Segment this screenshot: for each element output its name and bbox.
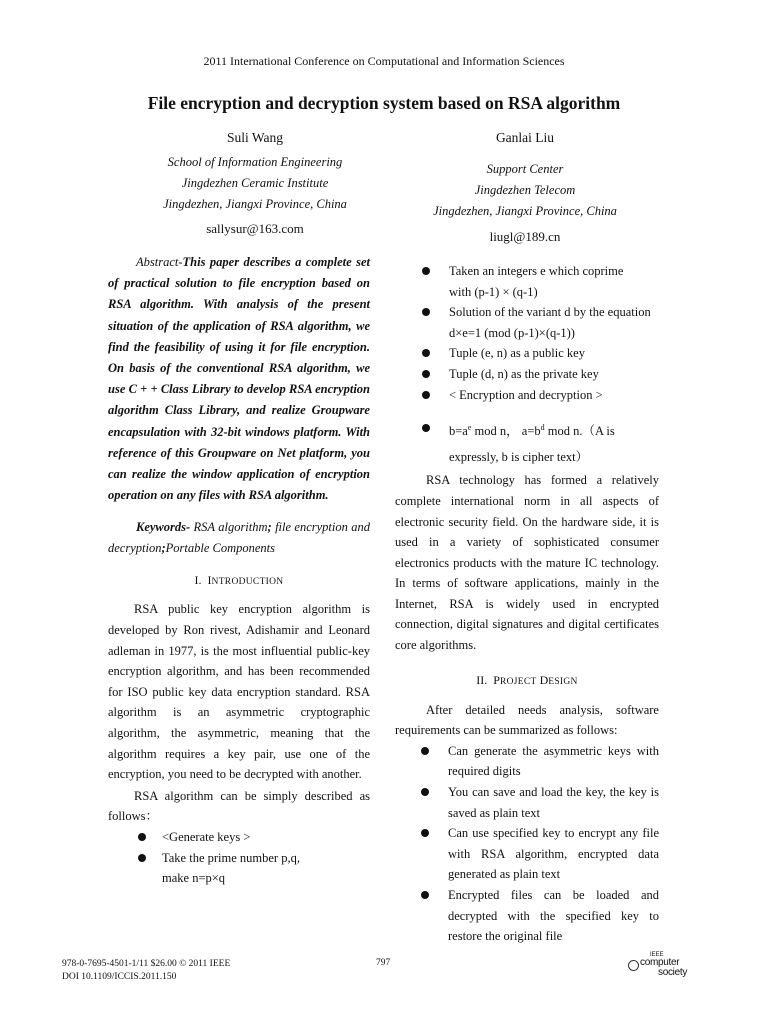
- formula-part: mod n.（A is expressly, b is cipher text）: [449, 424, 615, 465]
- list-item-text: Tuple (e, n) as a public key: [449, 346, 585, 361]
- list-item-text: Can generate the asymmetric keys with required digits: [448, 743, 659, 779]
- abstract: [108, 252, 370, 506]
- formula-part: b=a: [449, 424, 468, 439]
- list-item: [395, 823, 659, 885]
- formula-exponent: e: [467, 423, 472, 433]
- globe-icon: [628, 960, 639, 971]
- list-item: [395, 741, 659, 782]
- section-heading-introduction: [108, 573, 370, 588]
- bullet-list: [395, 261, 659, 470]
- section-numeral: II.: [476, 672, 488, 687]
- list-item: [395, 364, 659, 385]
- conference-name: 2011 International Conference on Computational and Information Sciences: [203, 54, 565, 68]
- author-affiliation-line: Jingdezhen, Jiangxi Province, China: [163, 197, 347, 211]
- list-item-text: Take the prime number p,q, make n=p×q: [162, 850, 300, 886]
- paper-title: File encryption and decryption system based on RSA algorithm: [147, 93, 621, 113]
- bullet-icon: [421, 891, 429, 899]
- left-column: [108, 252, 370, 889]
- list-item-text: < Encryption and decryption >: [449, 387, 603, 402]
- section-heading-project-design: [395, 673, 659, 688]
- list-item: [395, 261, 659, 302]
- list-item: [395, 343, 659, 364]
- list-item: [108, 848, 370, 889]
- keyword: RSA algorithm: [193, 520, 268, 535]
- formula-exponent: d: [540, 423, 545, 433]
- author-affiliation-line: Jingdezhen Ceramic Institute: [181, 176, 329, 190]
- list-item: [395, 411, 659, 470]
- rsa-paragraph: RSA technology has formed a relatively complete international norm in all aspects of electronic security field. On the hardware side, it is used in a variety of sophisticated consumer electronics products with the mature IC technology. In terms of software applications, mainly in the Internet, RSA is widely used in encrypted connection, digital signatures and digital certificates core algorithms.: [395, 473, 659, 653]
- abstract-text: This paper describes a complete set of practical solution to file encryption based on RSA algorithm. With analysis of the present situation of the application of RSA algorithm, we find the feasibility of using it for file encryption. On basis of the conventional RSA algorithm, we use C + + Class Library to develop RSA encryption algorithm Class Library, and realize Groupware encapsulation with 32-bit windows platform. With reference of this Groupware on Net platform, you can realize the window application of encryption operation on any files with RSA algorithm.: [108, 255, 370, 503]
- list-item-text: <Generate keys >: [162, 829, 251, 844]
- section-title-rest: ROJECT: [499, 676, 537, 687]
- right-column: [395, 261, 659, 947]
- keyword: Portable Components: [165, 540, 276, 555]
- bullet-icon: [421, 829, 429, 837]
- footer-doi: DOI 10.1109/ICCIS.2011.150: [62, 972, 177, 982]
- bullet-icon: [138, 833, 146, 841]
- list-item-text: Taken an integers e which coprime with (p-1) × (q-1): [449, 264, 624, 299]
- bullet-icon: [421, 788, 429, 796]
- list-item: [395, 782, 659, 823]
- bullet-icon: [422, 308, 430, 316]
- bullet-icon: [421, 747, 429, 755]
- list-item: [395, 385, 659, 406]
- section-title-initial: D: [539, 672, 549, 687]
- author-affiliation-line: Jingdezhen Telecom: [474, 183, 576, 197]
- requirements-list: [395, 741, 659, 947]
- author-block-1: [110, 127, 400, 239]
- section-title-rest: ESIGN: [548, 676, 578, 687]
- section-title-initial: I: [207, 573, 212, 588]
- author-name: Suli Wang: [226, 130, 284, 145]
- list-item-text: Encrypted files can be loaded and decrypted with the specified key to restore the original file: [448, 888, 659, 944]
- intro-paragraph: RSA algorithm can be simply described as follows：: [108, 788, 370, 824]
- author-block-2: [402, 127, 648, 247]
- intro-paragraph: RSA public key encryption algorithm is developed by Ron rivest, Adishamir and Leonard adleman in 1977, is the most influential public-key encryption algorithm, and has been recommended for ISO public key data encryption standard. RSA algorithm is an asymmetric cryptographic algorithm, the asymmetric, meaning that the algorithm requires a key pair, use one of the encryption, you need to be decrypted with another.: [108, 602, 370, 782]
- section-title-initial: P: [493, 672, 500, 687]
- requirements-intro: After detailed needs analysis, software requirements can be summarized as follows:: [395, 702, 659, 738]
- list-item-text: Solution of the variant d by the equation d×e=1 (mod (p-1)×(q-1)): [449, 305, 651, 340]
- section-title-rest: NTRODUCTION: [211, 577, 284, 588]
- list-item: [108, 827, 370, 848]
- section-numeral: I.: [194, 573, 202, 588]
- logo-text-line: computer: [640, 957, 680, 968]
- logo-text-line: society: [658, 967, 688, 978]
- keywords: [108, 517, 370, 558]
- list-item: [395, 885, 659, 947]
- footer-citation: [62, 958, 230, 984]
- bullet-icon: [422, 370, 430, 378]
- computer-society-logo: [628, 952, 698, 986]
- keyword-separator: ;: [161, 540, 166, 555]
- bullet-list: [108, 827, 370, 889]
- bullet-icon: [422, 267, 430, 275]
- author-affiliation-line: School of Information Engineering: [167, 155, 343, 169]
- list-item-text: Can use specified key to encrypt any file with RSA algorithm, encrypted data generated as plain text: [448, 826, 659, 882]
- logo-ieee-text: IEEE: [650, 952, 664, 958]
- author-affiliation-line: Support Center: [486, 162, 564, 176]
- author-email: liugl@189.cn: [489, 229, 561, 244]
- keywords-label: Keywords-: [136, 520, 191, 535]
- list-item: [395, 302, 659, 343]
- list-item-text: You can save and load the key, the key is saved as plain text: [448, 785, 659, 820]
- keyword-separator: ;: [267, 520, 272, 535]
- footer-isbn: 978-0-7695-4501-1/11 $26.00 © 2011 IEEE: [62, 959, 231, 969]
- keyword: file encryption and decryption: [108, 520, 370, 555]
- page-number: 797: [376, 958, 391, 968]
- author-affiliation-line: Jingdezhen, Jiangxi Province, China: [433, 204, 617, 218]
- bullet-icon: [138, 854, 146, 862]
- author-email: sallysur@163.com: [206, 221, 304, 236]
- bullet-icon: [422, 391, 430, 399]
- author-name: Ganlai Liu: [495, 130, 555, 145]
- bullet-icon: [422, 424, 430, 432]
- bullet-icon: [422, 349, 430, 357]
- list-item-text: Tuple (d, n) as the private key: [449, 366, 599, 381]
- abstract-label: Abstract-: [136, 255, 183, 269]
- formula-part: mod n， a=b: [471, 424, 541, 439]
